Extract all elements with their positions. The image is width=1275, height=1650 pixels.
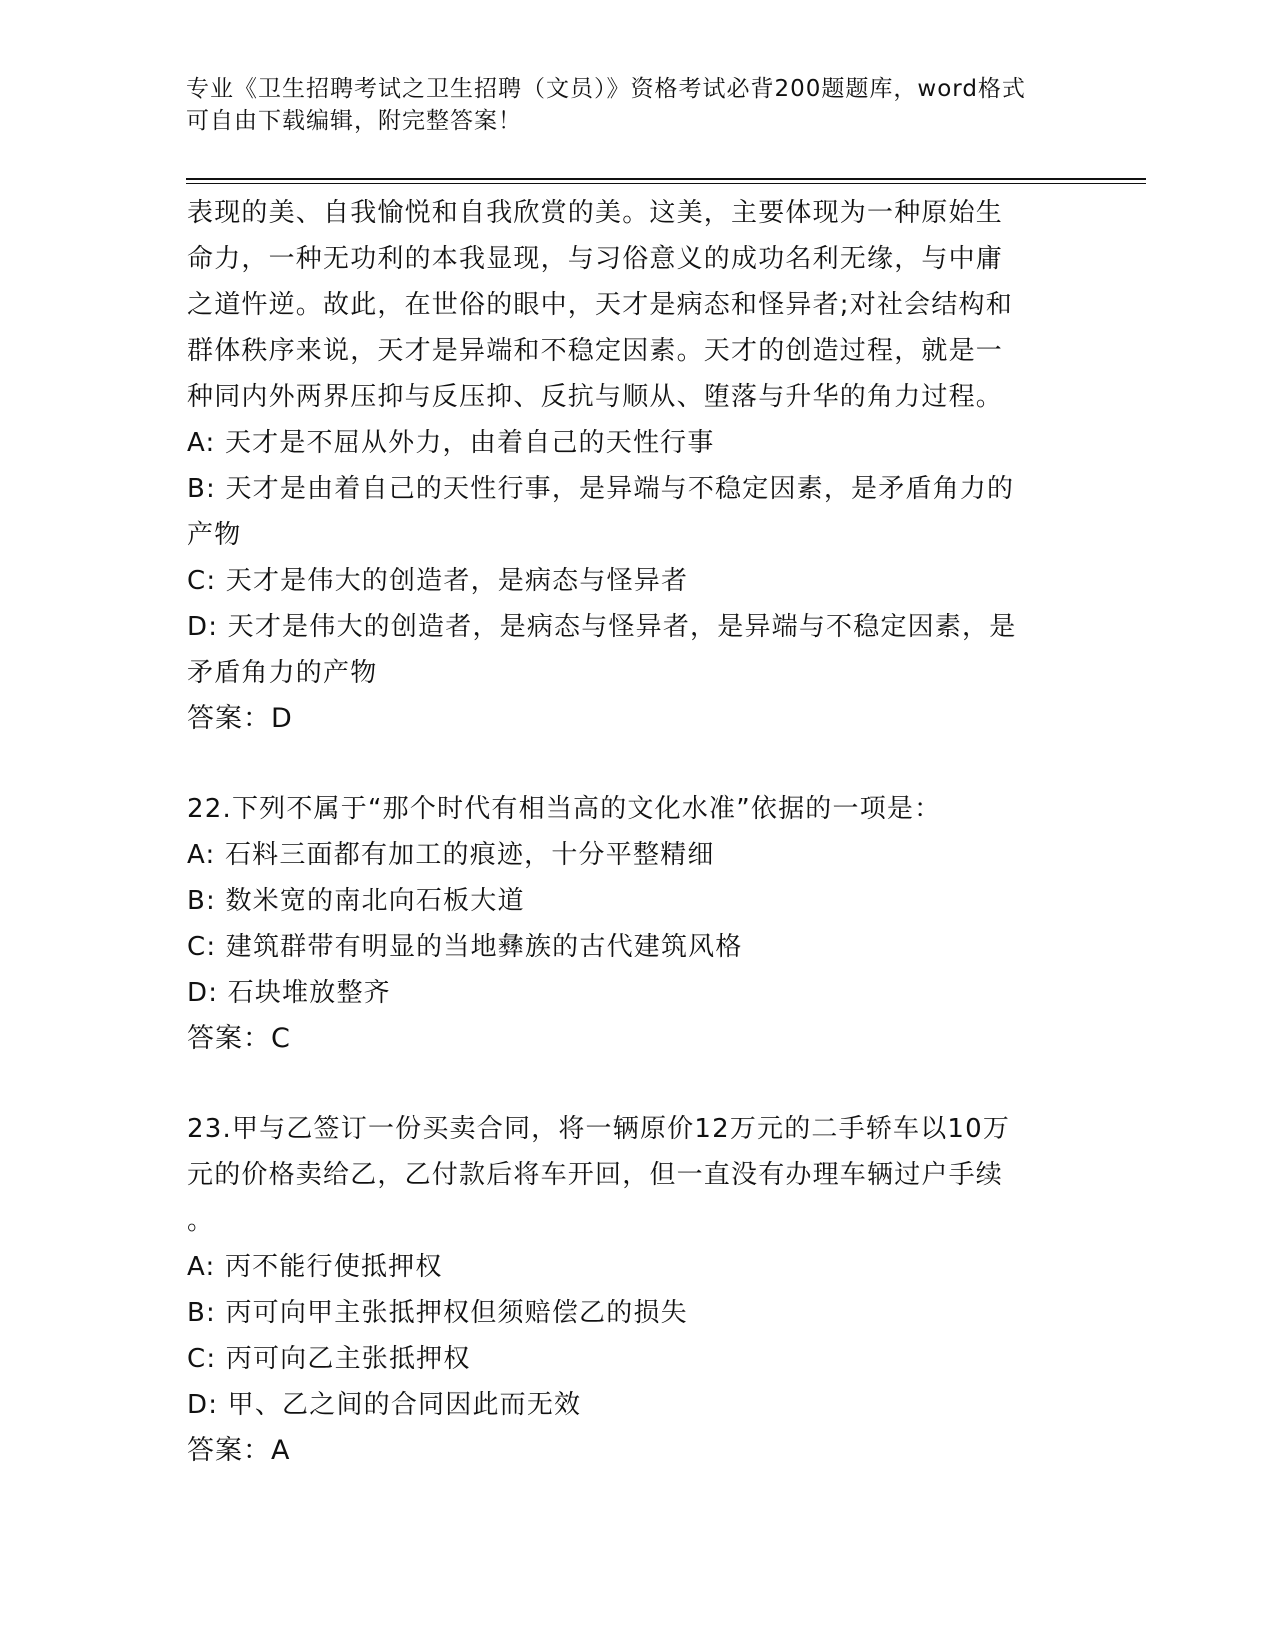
option-d-continued: 矛盾角力的产物 [187,658,378,688]
option-c: C: 丙可向乙主张抵押权 [187,1344,471,1374]
spacer [187,1062,1077,1106]
option-b-continued: 产物 [187,520,242,550]
option-c: C: 天才是伟大的创造者，是病态与怪异者 [187,566,689,596]
question-22 [187,786,1077,1062]
option-d: D: 甲、乙之间的合同因此而无效 [187,1390,582,1420]
document-header [186,73,1086,137]
option-b: B: 天才是由着自己的天性行事，是异端与不稳定因素，是矛盾角力的 [187,474,1015,504]
option-b: B: 丙可向甲主张抵押权但须赔偿乙的损失 [187,1298,688,1328]
option-a: A: 石料三面都有加工的痕迹，十分平整精细 [187,840,715,870]
answer-line: 答案：A [187,1435,291,1466]
passage-line: 命力，一种无功利的本我显现，与习俗意义的成功名利无缘，与中庸 [187,244,1004,274]
question-stem: 22.下列不属于“那个时代有相当高的文化水准”依据的一项是： [187,794,942,824]
passage-line: 表现的美、自我愉悦和自我欣赏的美。这美，主要体现为一种原始生 [187,198,1004,228]
header-line-1: 专业《卫生招聘考试之卫生招聘（文员）》资格考试必背200题题库，word格式 [186,76,1026,102]
answer-line: 答案：C [187,1023,291,1054]
question-23 [187,1106,1077,1474]
question-stem-continued: 。 [187,1206,215,1236]
header-divider-thick [186,178,1146,180]
option-c: C: 建筑群带有明显的当地彝族的古代建筑风格 [187,932,743,962]
option-d: D: 天才是伟大的创造者，是病态与怪异者，是异端与不稳定因素，是 [187,612,1017,642]
spacer [187,742,1077,786]
option-d: D: 石块堆放整齐 [187,978,391,1008]
header-divider-thin [186,183,1146,184]
document-body [187,190,1077,1474]
question-21-continuation [187,190,1077,742]
answer-line: 答案：D [187,703,293,734]
passage-line: 之道忤逆。故此，在世俗的眼中，天才是病态和怪异者;对社会结构和 [187,290,1013,320]
question-stem-continued: 元的价格卖给乙，乙付款后将车开回，但一直没有办理车辆过户手续 [187,1160,1004,1190]
option-a: A: 天才是不屈从外力，由着自己的天性行事 [187,428,715,458]
question-stem: 23.甲与乙签订一份买卖合同，将一辆原价12万元的二手轿车以10万 [187,1114,1011,1144]
passage-line: 种同内外两界压抑与反压抑、反抗与顺从、堕落与升华的角力过程。 [187,382,1004,412]
passage-line: 群体秩序来说，天才是异端和不稳定因素。天才的创造过程，就是一 [187,336,1004,366]
option-a: A: 丙不能行使抵押权 [187,1252,443,1282]
option-b: B: 数米宽的南北向石板大道 [187,886,525,916]
header-line-2: 可自由下载编辑，附完整答案！ [186,108,522,134]
